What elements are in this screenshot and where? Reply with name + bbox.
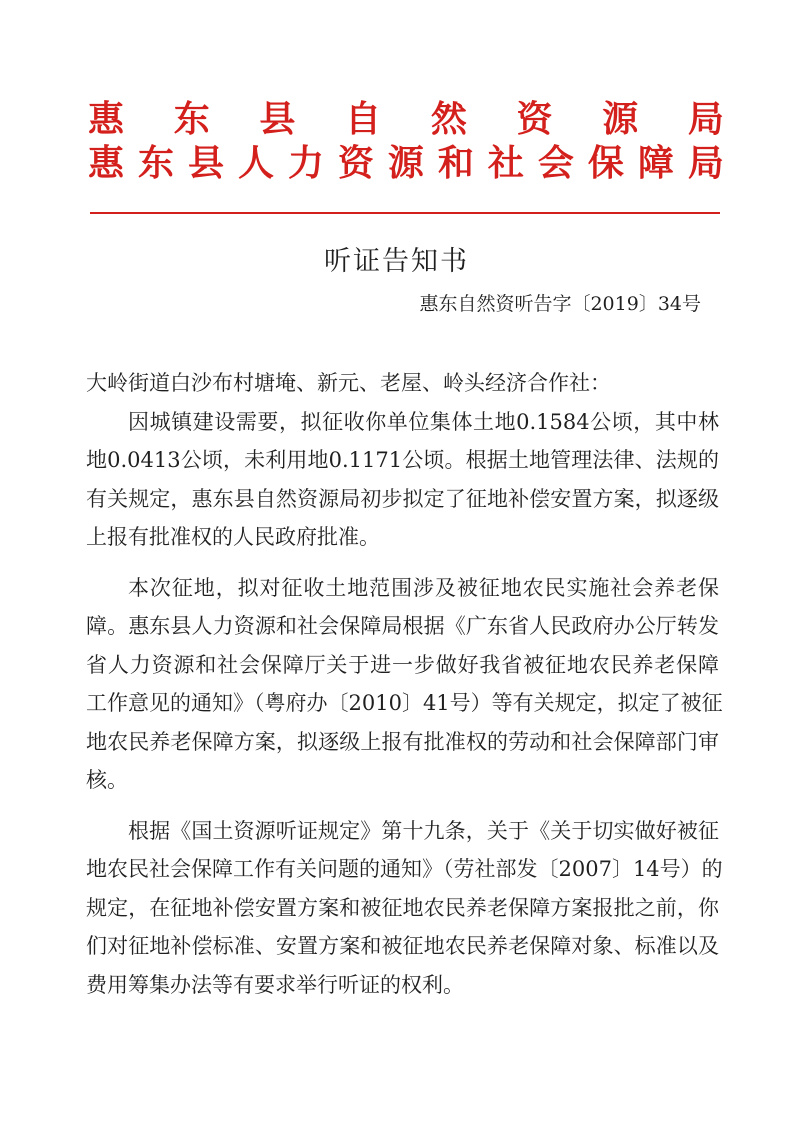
paragraph-2-line: 本次征地，拟对征收土地范围涉及被征地农民实施社会养老保 [128, 575, 719, 600]
paragraph-1-line: 有关规定，惠东县自然资源局初步拟定了征地补偿安置方案，拟逐级 [86, 486, 719, 511]
header-char: 力 [287, 142, 324, 184]
header-char: 县 [187, 142, 224, 184]
header-char: 县 [259, 98, 296, 140]
paragraph-2-line: 地农民养老保障方案，拟逐级上报有批准权的劳动和社会保障部门审 [86, 729, 719, 754]
header-char: 惠 [88, 98, 125, 140]
header-char: 东 [137, 142, 174, 184]
paragraph-3-line: 地农民社会保障工作有关问题的通知》（劳社部发〔2007〕14号）的 [86, 857, 723, 881]
paragraph-gap [86, 800, 719, 812]
document-title: 听证告知书 [324, 246, 469, 277]
header-divider [90, 212, 720, 214]
header-char: 会 [537, 142, 574, 184]
header-char: 局 [687, 98, 724, 140]
header-char: 资 [516, 98, 553, 140]
issuing-authority-2 [88, 140, 724, 186]
paragraph-1-line: 上报有批准权的人民政府批准。 [86, 525, 380, 549]
recipient-line: 大岭街道白沙布村塘埯、新元、老屋、岭头经济合作社： [86, 371, 611, 395]
header-char: 社 [487, 142, 524, 184]
header-char: 东 [173, 98, 210, 140]
paragraph-2-line: 核。 [86, 768, 128, 792]
paragraph-2-line: 省人力资源和社会保障厅关于进一步做好我省被征地农民养老保障 [86, 652, 719, 677]
header-char: 自 [345, 98, 382, 140]
paragraph-1-line: 因城镇建设需要，拟征收你单位集体土地0.1584公顷，其中林 [128, 409, 719, 434]
paragraph-gap [86, 557, 719, 569]
paragraph-2-line: 工作意见的通知》（粤府办〔2010〕41号）等有关规定，拟定了被征 [86, 691, 723, 715]
header-char: 障 [637, 142, 674, 184]
document-number: 惠东自然资听告字〔2019〕34号 [419, 293, 701, 315]
paragraph-1-line: 地0.0413公顷，未利用地0.1171公顷。根据土地管理法律、法规的 [86, 448, 719, 472]
paragraph-3-line: 费用筹集办法等有要求举行听证的权利。 [86, 972, 464, 997]
header-char: 人 [237, 142, 274, 184]
header-char: 和 [437, 142, 474, 184]
paragraph-3-line: 们对征地补偿标准、安置方案和被征地农民养老保障对象、标准以及 [86, 934, 719, 958]
header-char: 惠 [88, 142, 125, 184]
document-body [86, 364, 723, 1004]
header-char: 资 [337, 142, 374, 184]
paragraph-2-line: 障。惠东县人力资源和社会保障局根据《广东省人民政府办公厅转发 [86, 614, 719, 638]
issuing-authority-1 [88, 96, 724, 142]
header-char: 局 [687, 142, 724, 184]
header-char: 源 [602, 98, 639, 140]
header-char: 保 [587, 142, 624, 184]
paragraph-3-line: 规定，在征地补偿安置方案和被征地农民养老保障方案报批之前，你 [86, 895, 719, 920]
header-char: 然 [430, 98, 467, 140]
paragraph-3-line: 根据《国土资源听证规定》第十九条，关于《关于切实做好被征 [128, 818, 719, 843]
header-char: 源 [387, 142, 424, 184]
